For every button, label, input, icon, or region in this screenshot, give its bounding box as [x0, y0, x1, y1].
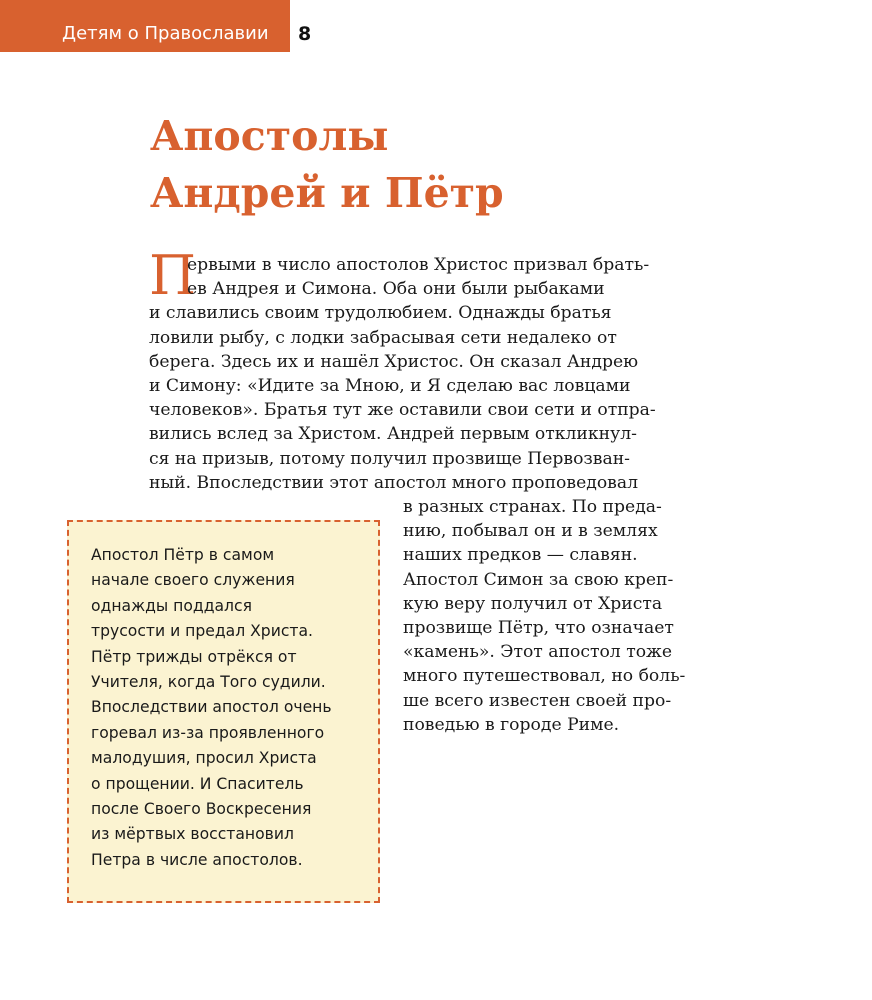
article-line: ловили рыбу, с лодки забрасывая сети недалеко от — [149, 327, 617, 348]
article-line: ше всего известен своей про- — [403, 690, 672, 711]
sidebar-text — [91, 543, 332, 873]
sidebar-line: Апостол Пётр в самом — [91, 546, 275, 564]
article-line: поведью в городе Риме. — [403, 714, 620, 735]
article-line: и Симону: «Идите за Мною, и Я сделаю вас ловцами — [149, 376, 631, 397]
page-title-line: Апостолы — [150, 112, 389, 160]
sidebar-line: малодушия, просил Христа — [91, 749, 317, 768]
sidebar-line: Учителя, когда Того судили. — [91, 673, 326, 692]
sidebar-line: Впоследствии апостол очень — [91, 698, 332, 717]
article-line: «камень». Этот апостол тоже — [403, 642, 673, 663]
article-line: вились вслед за Христом. Андрей первым откликнул- — [149, 424, 637, 445]
article-line: ся на призыв, потому получил прозвище Первозван- — [149, 448, 630, 469]
article-line: берега. Здесь их и нашёл Христос. Он сказал Андрею — [149, 351, 639, 372]
sidebar-line: о прощении. И Спаситель — [91, 774, 304, 793]
article-line: в разных странах. По преда- — [403, 497, 662, 518]
sidebar-line: Петра в числе апостолов. — [91, 850, 303, 869]
article-line: Апостол Симон за свою креп- — [403, 569, 674, 590]
sidebar-line: однажды поддался — [91, 596, 252, 615]
article-line: ервыми в число апостолов Христос призвал брать- — [187, 255, 650, 275]
section-title: Детям о Православии — [62, 23, 269, 44]
article-line: ный. Впоследствии этот апостол много проповедовал — [149, 472, 639, 493]
sidebar-line: трусости и предал Христа. — [91, 622, 313, 641]
article-line: много путешествовал, но боль- — [403, 666, 686, 687]
page-number: 8 — [298, 23, 312, 45]
article-line: прозвище Пётр, что означает — [403, 618, 674, 639]
page-title — [150, 108, 504, 222]
article-line: нию, побывал он и в землях — [403, 521, 658, 542]
sidebar-line: из мёртвых восстановил — [91, 825, 294, 844]
article-line: кую веру получил от Христа — [403, 593, 663, 614]
sidebar-line: горевал из-за проявленного — [91, 723, 325, 742]
sidebar-line: начале своего служения — [91, 571, 295, 590]
drop-cap: П — [149, 244, 197, 307]
article-line: наших предков — славян. — [403, 545, 638, 566]
article-line: ев Андрея и Симона. Оба они были рыбаками — [187, 279, 605, 300]
page-title-line: Андрей и Пётр — [150, 169, 504, 217]
article-line: человеков». Братья тут же оставили свои сети и отпра- — [149, 400, 656, 421]
sidebar-line: Пётр трижды отрёкся от — [91, 647, 297, 666]
info-sidebar-box — [67, 520, 380, 903]
article-line: и славились своим трудолюбием. Однажды братья — [149, 303, 612, 324]
sidebar-line: после Своего Воскресения — [91, 800, 312, 819]
